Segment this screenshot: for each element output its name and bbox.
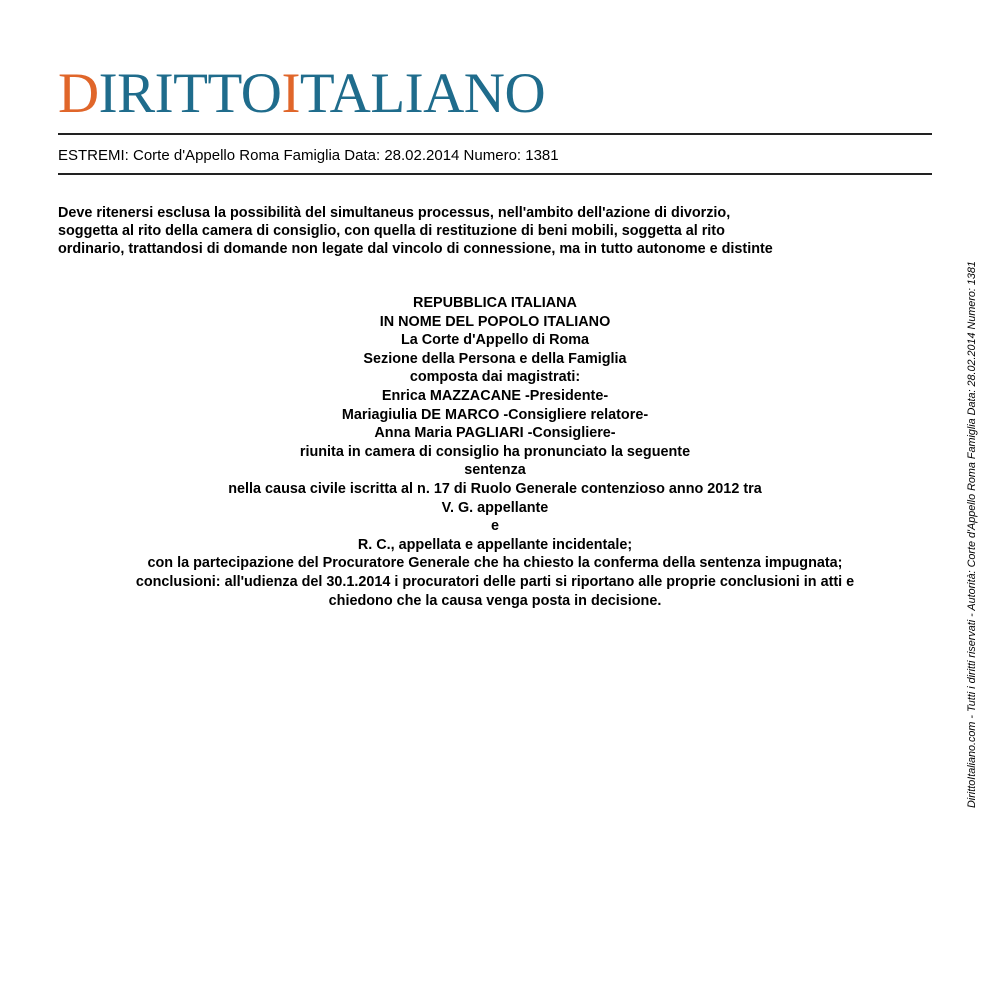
summary-paragraph bbox=[58, 204, 908, 258]
header-divider-top bbox=[58, 133, 932, 135]
heading-line: conclusioni: all'udienza del 30.1.2014 i procuratori delle parti si riportano alle proprie conclusioni in atti e bbox=[135, 573, 855, 590]
judgment-heading bbox=[58, 294, 932, 610]
heading-line: REPUBBLICA ITALIANA bbox=[413, 295, 577, 311]
summary-line: soggetta al rito della camera di consiglio, con quella di restituzione di beni mobili, soggetta al rito bbox=[58, 223, 725, 239]
logo-initial-d: D bbox=[58, 62, 99, 125]
heading-line: IN NOME DEL POPOLO ITALIANO bbox=[379, 313, 611, 330]
heading-line: Anna Maria PAGLIARI -Consigliere- bbox=[374, 425, 616, 442]
heading-line: sentenza bbox=[464, 462, 526, 479]
header-divider-bottom bbox=[58, 173, 932, 175]
heading-line: e bbox=[490, 518, 499, 535]
heading-line: V. G. appellante bbox=[441, 499, 549, 516]
logo-initial-i: I bbox=[281, 62, 300, 125]
heading-line: riunita in camera di consiglio ha pronunciato la seguente bbox=[299, 443, 691, 460]
site-logo bbox=[58, 60, 546, 125]
heading-line: composta dai magistrati: bbox=[409, 369, 581, 386]
heading-line: nella causa civile iscritta al n. 17 di Ruolo Generale contenzioso anno 2012 tra bbox=[228, 480, 762, 497]
logo-word-diritto: IRITTO bbox=[98, 62, 282, 125]
summary-line: Deve ritenersi esclusa la possibilità del simultaneus processus, nell'ambito dell'azione di divorzio, bbox=[58, 205, 731, 221]
logo-word-taliano: TALIANO bbox=[299, 62, 546, 125]
heading-line: Sezione della Persona e della Famiglia bbox=[363, 350, 627, 367]
heading-line: La Corte d'Appello di Roma bbox=[400, 332, 590, 349]
vertical-footer-text: DirittoItaliano.com - Tutti i diritti riservati - Autorità: Corte d'Appello Roma Famiglia Data: 28.02.2014 Numero: 1381 bbox=[966, 261, 978, 808]
heading-line: Mariagiulia DE MARCO -Consigliere relatore- bbox=[341, 406, 649, 423]
heading-line: R. C., appellata e appellante incidentale; bbox=[357, 536, 633, 553]
heading-line: con la partecipazione del Procuratore Generale che ha chiesto la conferma della sentenza impugnata; bbox=[147, 555, 843, 572]
document-references: ESTREMI: Corte d'Appello Roma Famiglia Data: 28.02.2014 Numero: 1381 bbox=[58, 147, 559, 164]
summary-line: ordinario, trattandosi di domande non legate dal vincolo di connessione, ma in tutto autonome e distinte bbox=[58, 241, 773, 257]
heading-line: Enrica MAZZACANE -Presidente- bbox=[381, 387, 609, 404]
heading-line: chiedono che la causa venga posta in decisione. bbox=[328, 592, 662, 609]
